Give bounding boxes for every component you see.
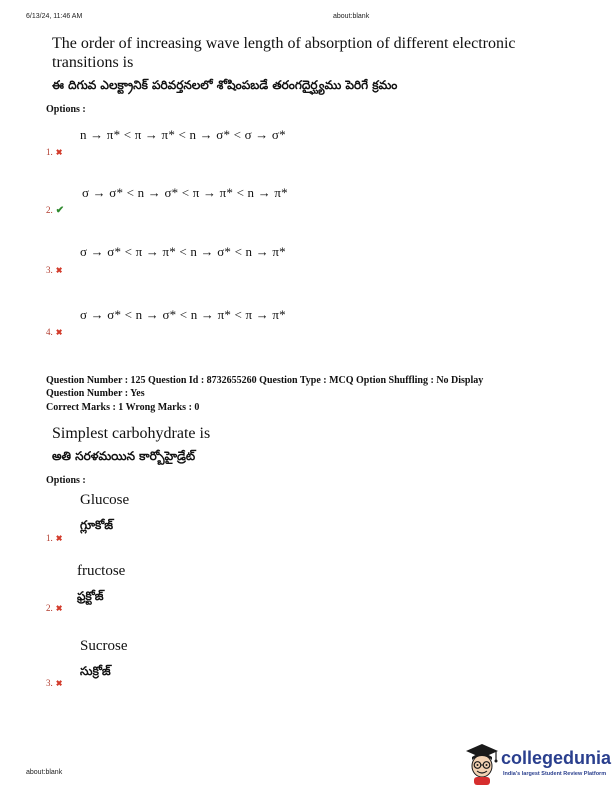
- q1-option-2-number: 2. ✔: [46, 205, 65, 216]
- question-1-text-line-2: transitions is: [52, 54, 134, 71]
- question-meta-line-2: Question Number : Yes: [46, 388, 145, 399]
- brand-tagline: India's largest Student Review Platform: [503, 771, 607, 777]
- wrong-mark-icon: ✖: [55, 534, 63, 543]
- q2-option-1-english: Glucose: [80, 492, 130, 508]
- collegedunia-logo: [462, 742, 610, 786]
- q1-option-1-formula: n → π* < π → π* < n → σ* < σ → σ*: [80, 127, 286, 142]
- print-url: about:blank: [333, 13, 370, 20]
- q2-option-2-number: 2. ✖: [46, 603, 63, 613]
- q2-option-3-telugu: సుక్రోజ్: [80, 664, 111, 678]
- question-1-telugu-text: ఈ దిగువ ఎలక్ట్రానిక్ పరివర్తనలలో శోషింపబడే తరంగదైర్ఘ్యము పెరిగే క్రమం: [52, 78, 398, 92]
- q1-option-3-number: 3. ✖: [46, 265, 63, 275]
- question-2-options-label: Options :: [46, 475, 86, 486]
- footer-url: about:blank: [26, 769, 63, 776]
- wrong-mark-icon: ✖: [55, 679, 63, 688]
- q2-option-1-telugu: గ్లూకోజ్: [80, 518, 114, 532]
- q2-option-3-number: 3. ✖: [46, 678, 63, 688]
- q1-option-4-number: 4. ✖: [46, 327, 63, 337]
- question-meta-line-3: Correct Marks : 1 Wrong Marks : 0: [46, 402, 200, 413]
- wrong-mark-icon: ✖: [55, 328, 63, 337]
- wrong-mark-icon: ✖: [55, 266, 63, 275]
- correct-mark-icon: ✔: [55, 205, 65, 216]
- q1-option-2-formula: σ → σ* < n → σ* < π → π* < n → π*: [82, 185, 288, 200]
- question-1-text-line-1: The order of increasing wave length of absorption of different electronic: [52, 35, 516, 52]
- q1-option-1-number: 1. ✖: [46, 147, 63, 157]
- brand-name: collegedunia: [501, 748, 612, 768]
- print-datetime: 6/13/24, 11:46 AM: [26, 13, 83, 20]
- q1-option-4-formula: σ → σ* < n → σ* < n → π* < π → π*: [80, 307, 286, 322]
- question-2-telugu-text: అతి సరళమయిన కార్బోహైడ్రేట్: [52, 449, 196, 463]
- q2-option-3-english: Sucrose: [80, 638, 128, 654]
- q1-option-3-formula: σ → σ* < π → π* < n → σ* < n → π*: [80, 244, 286, 259]
- student-mascot-icon: [462, 742, 502, 786]
- question-2-text: Simplest carbohydrate is: [52, 425, 211, 442]
- question-meta-line-1: Question Number : 125 Question Id : 8732655260 Question Type : MCQ Option Shuffling : No Display: [46, 375, 484, 386]
- question-1-options-label: Options :: [46, 104, 86, 115]
- wrong-mark-icon: ✖: [55, 148, 63, 157]
- q2-option-1-number: 1. ✖: [46, 533, 63, 543]
- wrong-mark-icon: ✖: [55, 604, 63, 613]
- q2-option-2-telugu: ఫ్రక్టోజ్: [77, 589, 104, 603]
- q2-option-2-english: fructose: [77, 563, 126, 579]
